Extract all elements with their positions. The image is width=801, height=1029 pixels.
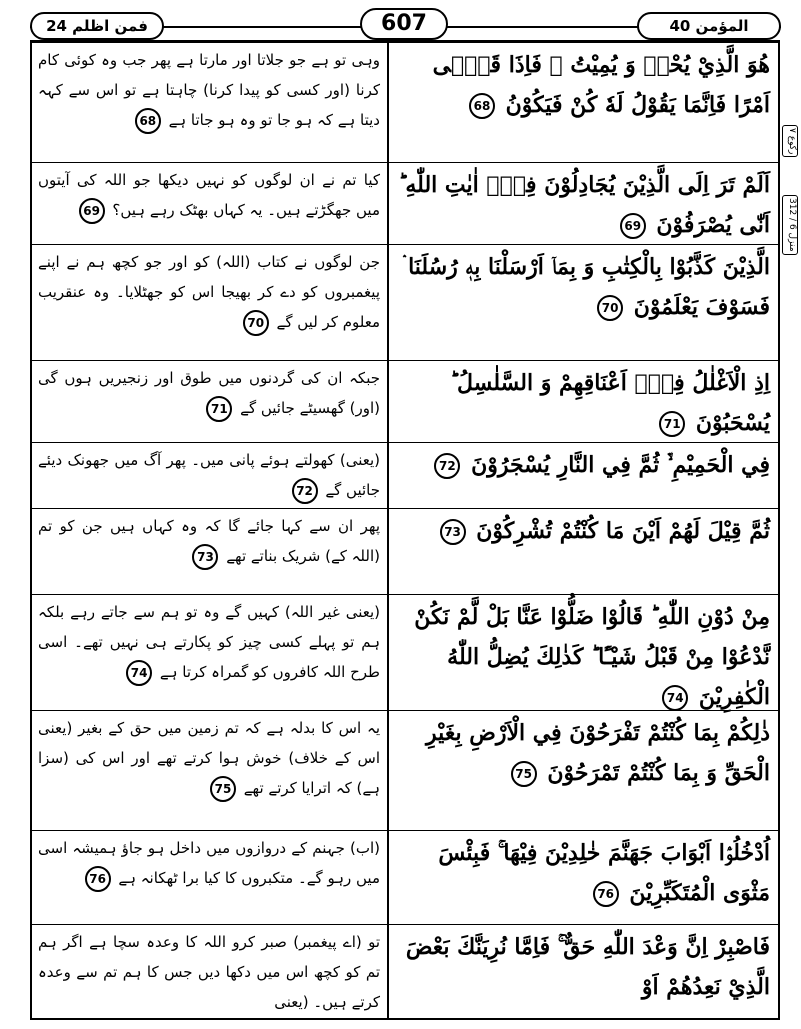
verse-number: 71 — [659, 411, 685, 437]
verse-number: 72 — [292, 478, 318, 504]
arabic-text: ذٰلِكُمْ بِمَا كُنْتُمْ تَفْرَحُوْنَ فِي الْاَرْضِ بِغَيْرِ الْحَقِّ وَ بِمَا كُنْتُمْ تَمْرَحُوْنَ — [426, 720, 770, 786]
urdu-translation — [38, 445, 380, 505]
para-label: فمن اظلم 24 — [30, 12, 164, 40]
arabic-verse — [396, 247, 770, 327]
urdu-text: (یعنی) کھولتے ہوئے پانی میں۔ پھر آگ میں جھونک دیئے جائیں گے — [38, 451, 380, 499]
content-frame — [30, 40, 780, 1020]
arabic-verse — [396, 927, 770, 1007]
urdu-translation — [38, 247, 380, 337]
urdu-translation — [38, 165, 380, 225]
urdu-translation — [38, 713, 380, 803]
page-header — [0, 8, 801, 38]
urdu-text: پھر ان سے کہا جائے گا کہ وہ کہاں ہیں جن کو تم (اللہ کے) شریک بناتے تھے — [38, 517, 380, 565]
verse-number: 74 — [662, 685, 688, 711]
verse-row — [32, 594, 778, 711]
verse-number: 73 — [440, 519, 466, 545]
urdu-text: (اب) جہنم کے دروازوں میں داخل ہو جاؤ ہمیشہ اسی میں رہو گے۔ متکبروں کا کیا برا ٹھکانہ ہے — [38, 839, 380, 887]
verse-row — [32, 924, 778, 1019]
urdu-translation — [38, 927, 380, 1017]
arabic-text: هُوَ الَّذِيْ يُحْيٖ وَ يُمِيْتُ ۚ فَاِذَا قَضٰۤى اَمْرًا فَاِنَّمَا يَقُوْلُ لَهٗ كُنْ فَيَكُوْنُ — [432, 52, 770, 118]
arabic-text: ثُمَّ قِيْلَ لَهُمْ اَيْنَ مَا كُنْتُمْ تُشْرِكُوْنَ — [476, 518, 770, 544]
arabic-verse — [396, 363, 770, 443]
urdu-translation — [38, 833, 380, 893]
arabic-verse — [396, 165, 770, 245]
verse-number: 75 — [210, 776, 236, 802]
manzil-marker: منزل 6 / 312 — [782, 195, 798, 255]
arabic-text: اَلَمْ تَرَ اِلَى الَّذِيْنَ يُجَادِلُوْنَ فِيْۤ اٰيٰتِ اللّٰهِ ؕ اَنّٰى يُصْرَفُوْنَ — [398, 172, 770, 238]
ruku-marker: رکوع ۷ — [782, 125, 798, 157]
urdu-text: وہی تو ہے جو جلاتا اور مارتا ہے پھر جب وہ کوئی کام کرنا (اور کسی کو پیدا کرنا) چاہتا ہے تو اس سے کہہ دیتا ہے کہ ہو جا تو وہ ہو جاتا ہے — [38, 51, 380, 129]
verse-number: 72 — [434, 453, 460, 479]
arabic-verse — [396, 445, 770, 485]
verse-row — [32, 162, 778, 245]
verse-number: 76 — [85, 866, 111, 892]
verse-number: 73 — [192, 544, 218, 570]
urdu-translation — [38, 511, 380, 571]
verse-number: 68 — [135, 108, 161, 134]
urdu-text: (یعنی غیر اللہ) کہیں گے وہ تو ہم سے جاتے رہے بلکہ ہم تو پہلے کسی چیز کو پکارتے ہی نہیں تھے۔ اسی طرح اللہ کافروں کو گمراہ کرتا ہے — [38, 603, 380, 681]
arabic-verse — [396, 45, 770, 125]
arabic-verse — [396, 511, 770, 551]
urdu-text: جن لوگوں نے کتاب (اللہ) کو اور جو کچھ ہم نے اپنے پیغمبروں کو دے کر بھیجا اس کو جھٹلایا۔ وہ عنقریب معلوم کر لیں گے — [38, 253, 380, 331]
verse-number: 69 — [79, 198, 105, 224]
verse-row — [32, 244, 778, 361]
arabic-text: الَّذِيْنَ كَذَّبُوْا بِالْكِتٰبِ وَ بِمَاۤ اَرْسَلْنَا بِهٖ رُسُلَنَا ۛ فَسَوْفَ يَعْلَمُوْنَ — [402, 254, 770, 320]
surah-label: المؤمن 40 — [637, 12, 781, 40]
arabic-text: فِي الْحَمِيْمِ ۙ۬ ثُمَّ فِي النَّارِ يُسْجَرُوْنَ — [471, 452, 770, 478]
arabic-text: فَاصْبِرْ اِنَّ وَعْدَ اللّٰهِ حَقٌّ ۚ فَاِمَّا نُرِيَنَّكَ بَعْضَ الَّذِيْ نَعِدُهُمْ اَوْ — [405, 934, 770, 1000]
verse-row — [32, 830, 778, 925]
verse-number: 70 — [243, 310, 269, 336]
urdu-text: یہ اس کا بدلہ ہے کہ تم زمین میں حق کے بغیر (یعنی اس کے خلاف) خوش ہوا کرتے تھے اور اس کی (سزا ہے) کہ اترایا کرتے تھے — [38, 719, 380, 797]
arabic-verse — [396, 833, 770, 913]
arabic-verse — [396, 597, 770, 717]
urdu-text: تو (اے پیغمبر) صبر کرو اللہ کا وعدہ سچا ہے اگر ہم تم کو کچھ اس میں دکھا دیں جس کا ہم تم سے وعدہ کرتے ہیں۔ (یعنی — [38, 933, 380, 1011]
verse-row — [32, 360, 778, 443]
verse-row — [32, 710, 778, 831]
verse-number: 76 — [593, 881, 619, 907]
verse-row — [32, 508, 778, 595]
verse-number: 68 — [469, 93, 495, 119]
urdu-text: کیا تم نے ان لوگوں کو نہیں دیکھا جو اللہ کی آیتوں میں جھگڑتے ہیں۔ یہ کہاں بھٹک رہے ہیں؟ — [38, 171, 380, 219]
arabic-text: اُدْخُلُوْۤا اَبْوَابَ جَهَنَّمَ خٰلِدِيْنَ فِيْهَا ۚ فَبِئْسَ مَثْوَى الْمُتَكَبِّرِيْنَ — [438, 840, 770, 906]
arabic-verse — [396, 713, 770, 793]
urdu-translation — [38, 45, 380, 135]
verse-number: 74 — [126, 660, 152, 686]
arabic-text: اِذِ الْاَغْلٰلُ فِيْۤ اَعْنَاقِهِمْ وَ السَّلٰسِلُ ؕ يُسْحَبُوْنَ — [450, 370, 770, 436]
arabic-text: مِنْ دُوْنِ اللّٰهِ ؕ قَالُوْا ضَلُّوْا عَنَّا بَلْ لَّمْ نَكُنْ نَّدْعُوْا مِنْ قَبْلُ شَيْـًٔا ؕ كَذٰلِكَ يُضِلُّ اللّٰهُ الْكٰفِرِيْنَ — [414, 604, 770, 710]
page-number: 607 — [360, 8, 448, 40]
urdu-text: جبکہ ان کی گردنوں میں طوق اور زنجیریں ہوں گی (اور) گھسیٹے جائیں گے — [38, 369, 380, 417]
verse-number: 70 — [597, 295, 623, 321]
urdu-translation — [38, 597, 380, 687]
verse-number: 75 — [511, 761, 537, 787]
verse-number: 71 — [206, 396, 232, 422]
verse-row — [32, 42, 778, 163]
verse-number: 69 — [620, 213, 646, 239]
urdu-translation — [38, 363, 380, 423]
verse-row — [32, 442, 778, 509]
